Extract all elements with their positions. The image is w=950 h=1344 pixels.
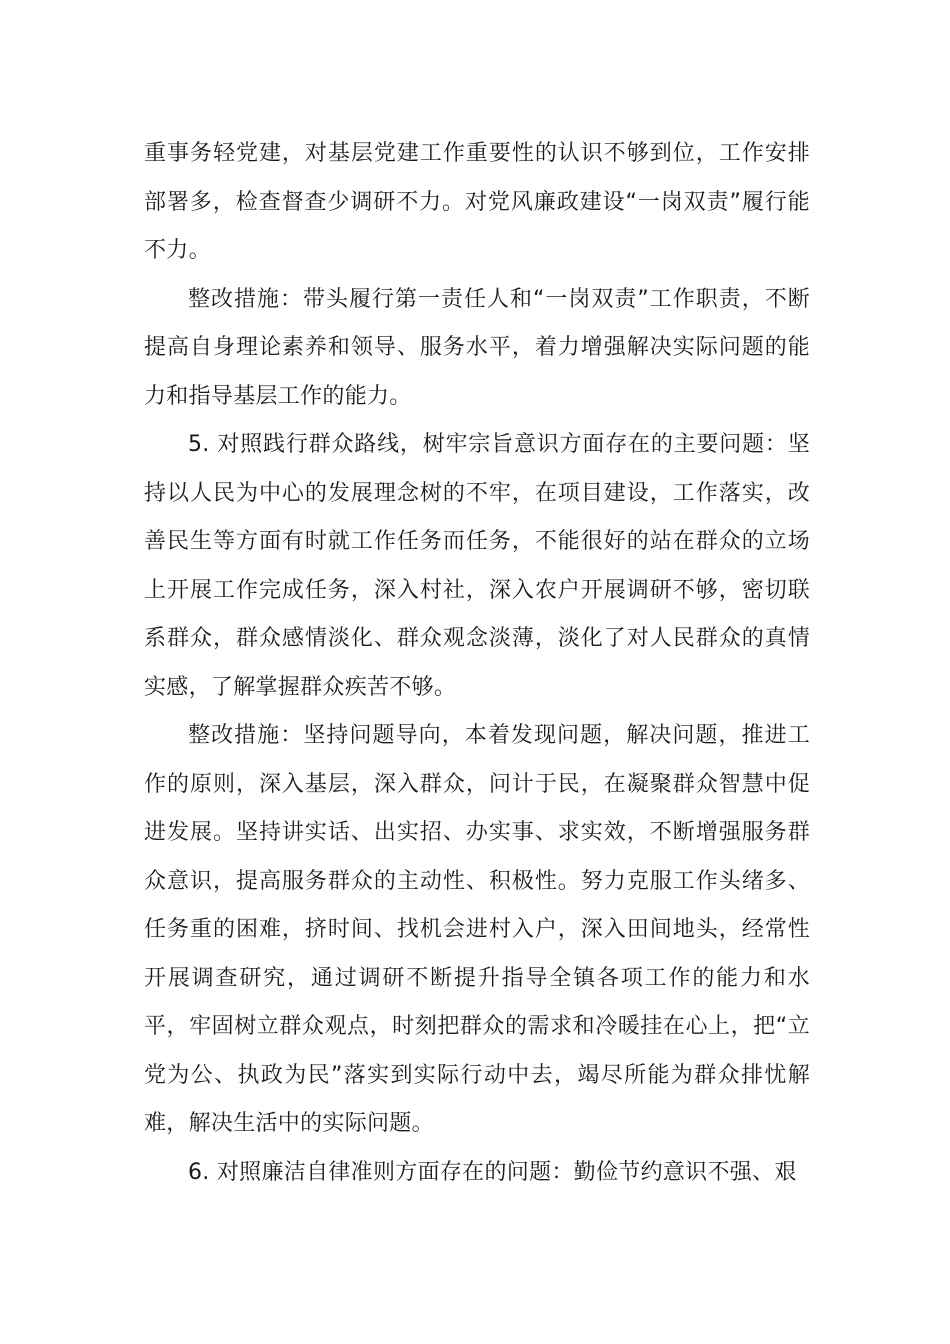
paragraph-continuation: 重事务轻党建，对基层党建工作重要性的认识不够到位，工作安排部署多，检查督查少调研不力。对党风廉政建设“一岗双责”履行能不力。 — [144, 141, 810, 263]
paragraph-item-6-issue: 6. 对照廉洁自律准则方面存在的问题：勤俭节约意识不强、艰 — [188, 1159, 797, 1185]
paragraph-item-5-issue: 5. 对照践行群众路线，树牢宗旨意识方面存在的主要问题：坚持以人民为中心的发展理念树的不牢，在项目建设，工作落实，改善民生等方面有时就工作任务而任务，不能很好的站在群众的立场上开展工作完成任务，深入村社，深入农户开展调研不够，密切联系群众，群众感情淡化、群众观念淡薄，淡化了对人民群众的真情实感，了解掌握群众疾苦不够。 — [144, 432, 810, 700]
paragraph-rectification-measures-2: 整改措施：坚持问题导向，本着发现问题，解决问题，推进工作的原则，深入基层，深入群众，问计于民，在凝聚群众智慧中促进发展。坚持讲实话、出实招、办实事、求实效，不断增强服务群众意识，提高服务群众的主动性、积极性。努力克服工作头绪多、任务重的困难，挤时间、找机会进村入户，深入田间地头，经常性开展调查研究，通过调研不断提升指导全镇各项工作的能力和水平，牢固树立群众观点，时刻把群众的需求和冷暖挂在心上，把“立党为公、执政为民”落实到实际行动中去，竭尽所能为群众排忧解难，解决生活中的实际问题。 — [144, 723, 810, 1136]
document-body — [144, 130, 810, 1197]
paragraph-rectification-measures-1: 整改措施：带头履行第一责任人和“一岗双责”工作职责，不断提高自身理论素养和领导、服务水平，着力增强解决实际问题的能力和指导基层工作的能力。 — [144, 286, 810, 409]
